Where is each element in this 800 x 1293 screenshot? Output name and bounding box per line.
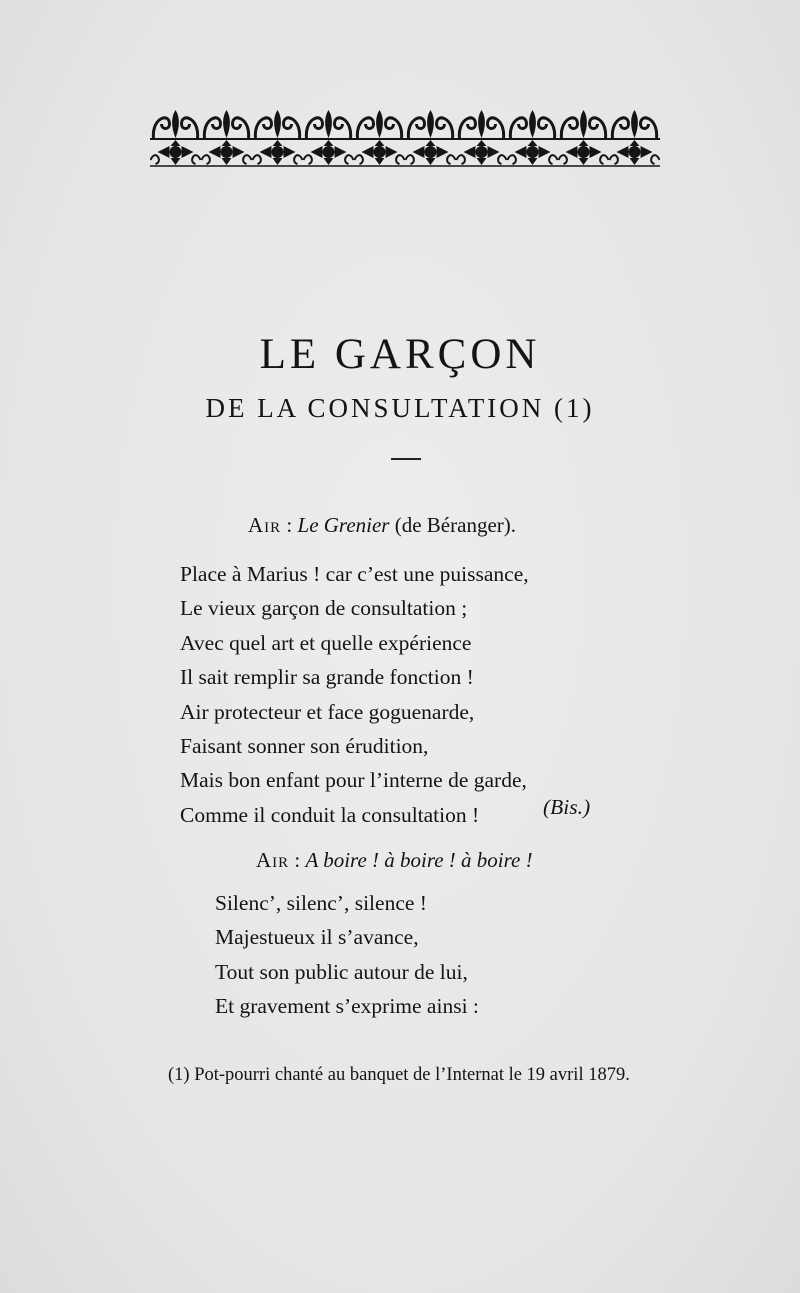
tune-name: A boire ! à boire ! à boire ! bbox=[305, 848, 533, 872]
verse-line: Et gravement s’exprime ainsi : bbox=[215, 994, 479, 1019]
air-label: Air bbox=[256, 848, 290, 872]
tune-heading-2: Air : A boire ! à boire ! à boire ! bbox=[256, 848, 533, 872]
verse-line: Majestueux il s’avance, bbox=[215, 925, 419, 950]
page-title: LE GARÇON bbox=[259, 331, 541, 378]
air-label: Air bbox=[248, 513, 282, 537]
verse-line: Silenc’, silenc’, silence ! bbox=[215, 891, 427, 915]
verse-line: Le vieux garçon de consultation ; bbox=[180, 596, 468, 621]
verse-line: Place à Marius ! car c’est une puissance, bbox=[180, 562, 529, 586]
verse-line: Il sait remplir sa grande fonction ! bbox=[180, 665, 474, 690]
verse-line: Tout son public autour de lui, bbox=[215, 959, 468, 984]
stanza-1 bbox=[180, 557, 640, 832]
stanza-2 bbox=[215, 886, 575, 1024]
verse-line: Mais bon enfant pour l’interne de garde, bbox=[180, 768, 527, 793]
page-subtitle: DE LA CONSULTATION (1) bbox=[205, 393, 595, 423]
tune-name: Le Grenier bbox=[297, 513, 390, 537]
fleuron-band-ornament bbox=[150, 108, 660, 170]
verse-line: Faisant sonner son érudition, bbox=[180, 734, 429, 759]
title-rule bbox=[391, 458, 421, 460]
tune-heading-1: Air : Le Grenier (de Béranger). bbox=[248, 513, 516, 537]
verse-line: Avec quel art et quelle expérience bbox=[180, 630, 472, 655]
verse-line: Air protecteur et face goguenarde, bbox=[180, 699, 475, 724]
repeat-mark: (Bis.) bbox=[543, 795, 591, 819]
footnote: (1) Pot-pourri chanté au banquet de l’Internat le 19 avril 1879. bbox=[168, 1064, 630, 1085]
verse-line: Comme il conduit la consultation ! bbox=[180, 802, 480, 827]
